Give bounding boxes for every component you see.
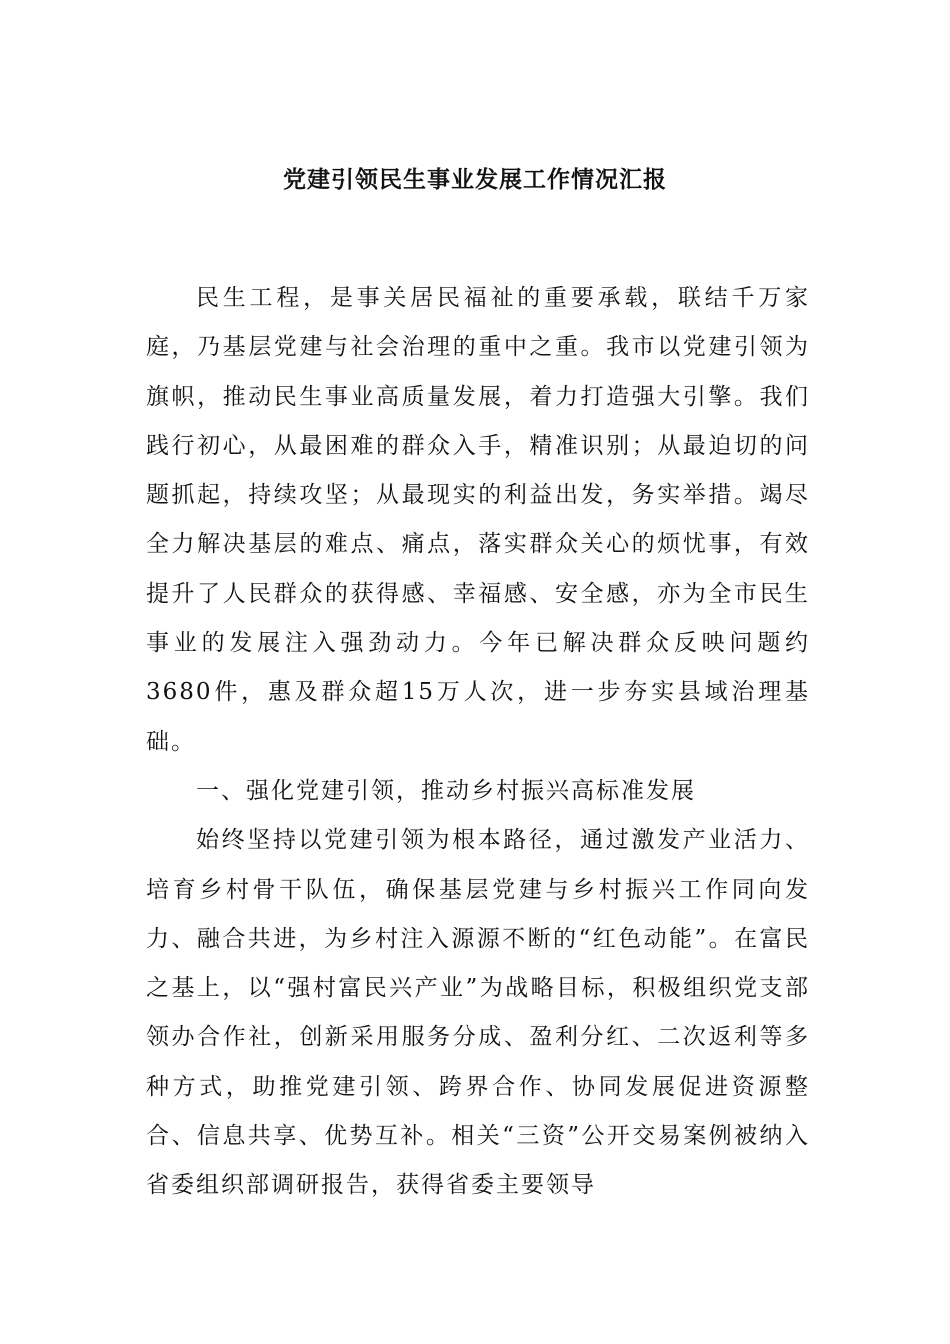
document-body bbox=[146, 274, 810, 1211]
section-heading-1: 一、强化党建引领，推动乡村振兴高标准发展 bbox=[196, 777, 696, 804]
intro-paragraph: 民生工程，是事关居民福祉的重要承载，联结千万家庭，乃基层党建与社会治理的重中之重。我市以党建引领为旗帜，推动民生事业高质量发展，着力打造强大引擎。我们践行初心，从最困难的群众入手，精准识别；从最迫切的问题抓起，持续攻坚；从最现实的利益出发，务实举措。竭尽全力解决基层的难点、痛点，落实群众关心的烦忧事，有效提升了人民群众的获得感、幸福感、安全感，亦为全市民生事业的发展注入强劲动力。今年已解决群众反映问题约3680件，惠及群众超15万人次，进一步夯实县域治理基础。 bbox=[146, 285, 810, 755]
document-title: 党建引领民生事业发展工作情况汇报 bbox=[283, 167, 667, 193]
section-1-paragraph: 始终坚持以党建引领为根本路径，通过激发产业活力、培育乡村骨干队伍，确保基层党建与乡村振兴工作同向发力、融合共进，为乡村注入源源不断的“红色动能”。在富民之基上，以“强村富民兴产业”为战略目标，积极组织党支部领办合作社，创新采用服务分成、盈利分红、二次返利等多种方式，助推党建引领、跨界合作、协同发展促进资源整合、信息共享、优势互补。相关“三资”公开交易案例被纳入省委组织部调研报告，获得省委主要领导 bbox=[146, 827, 810, 1199]
